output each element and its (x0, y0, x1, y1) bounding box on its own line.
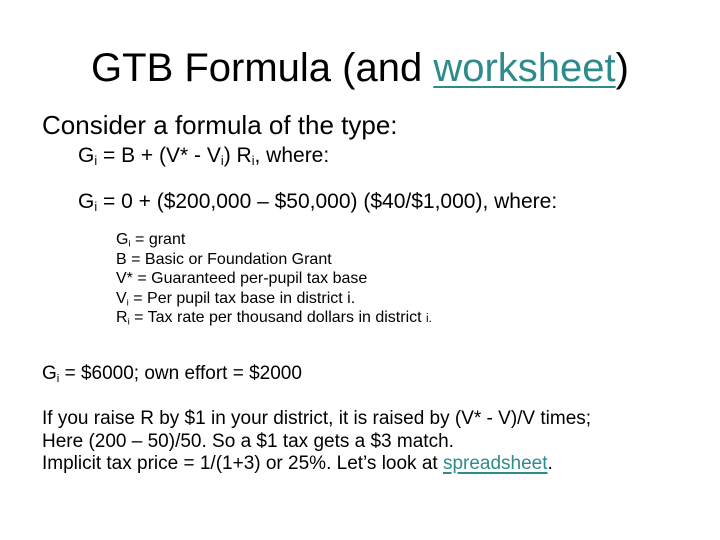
definition-tax-rate (116, 308, 432, 330)
paragraph-line-1: If you raise R by $1 in your district, it is raised by (V* - V)/V times; (42, 408, 592, 429)
formula-numeric-g-subscript: i (94, 200, 98, 215)
definition-symbol: R (116, 309, 128, 327)
definition-guaranteed-base (116, 269, 432, 289)
formula-g-subscript: i (94, 154, 98, 169)
definition-subscript: i (127, 316, 130, 328)
definition-tail: i. (426, 313, 432, 326)
result-g-subscript: i (56, 372, 60, 385)
paragraph-line-2: Here (200 – 50)/50. So a $1 tax gets a $3 match. (42, 430, 454, 452)
definition-symbol: B (116, 250, 127, 268)
result-line (42, 361, 302, 387)
definition-text: = grant (130, 231, 186, 248)
definition-text: = Per pupil tax base in district i. (128, 289, 356, 307)
definitions-list (116, 230, 432, 330)
formula-numeric-g: G (78, 190, 95, 213)
result-g: G (42, 363, 57, 384)
formula-v-subscript: i (220, 154, 224, 169)
definition-text: = Guaranteed per-pupil tax base (132, 270, 368, 288)
definition-symbol: V (116, 289, 127, 307)
title-suffix: ) (615, 46, 629, 90)
definition-symbol: G (116, 231, 129, 248)
slide-title (0, 42, 720, 94)
intro-text: Consider a formula of the type: (42, 110, 398, 140)
definition-tax-base (116, 289, 432, 309)
definition-basic-grant (116, 250, 432, 270)
paragraph-line-3-suffix: . (547, 453, 553, 474)
formula-r-subscript: i (251, 154, 255, 169)
worksheet-link[interactable]: worksheet (433, 46, 616, 90)
paragraph-line-3-prefix: Implicit tax price = 1/(1+3) or 25%. Let’s look at (42, 453, 443, 474)
definition-text: = Basic or Foundation Grant (126, 250, 332, 268)
formula-part-3: , where: (254, 144, 330, 167)
formula-numeric-rest: = 0 + ($200,000 – $50,000) ($40/$1,000), where: (97, 190, 558, 213)
result-rest: = $6000; own effort = $2000 (59, 363, 302, 384)
definition-symbol: V* (116, 270, 133, 288)
definition-text: = Tax rate per thousand dollars in district (129, 309, 427, 327)
formula-general (78, 142, 329, 170)
paragraph-line-3 (42, 453, 591, 476)
definition-subscript: i (126, 297, 129, 309)
formula-numeric (78, 188, 557, 216)
explanation-paragraph (42, 408, 591, 476)
formula-g: G (78, 144, 95, 167)
definition-subscript: i (128, 238, 131, 250)
spreadsheet-link[interactable]: spreadsheet (442, 453, 548, 474)
definition-grant (116, 230, 432, 250)
title-prefix: GTB Formula (and (91, 46, 434, 90)
formula-part-1: = B + (V* - V (97, 144, 221, 167)
formula-part-2: ) R (223, 144, 252, 167)
